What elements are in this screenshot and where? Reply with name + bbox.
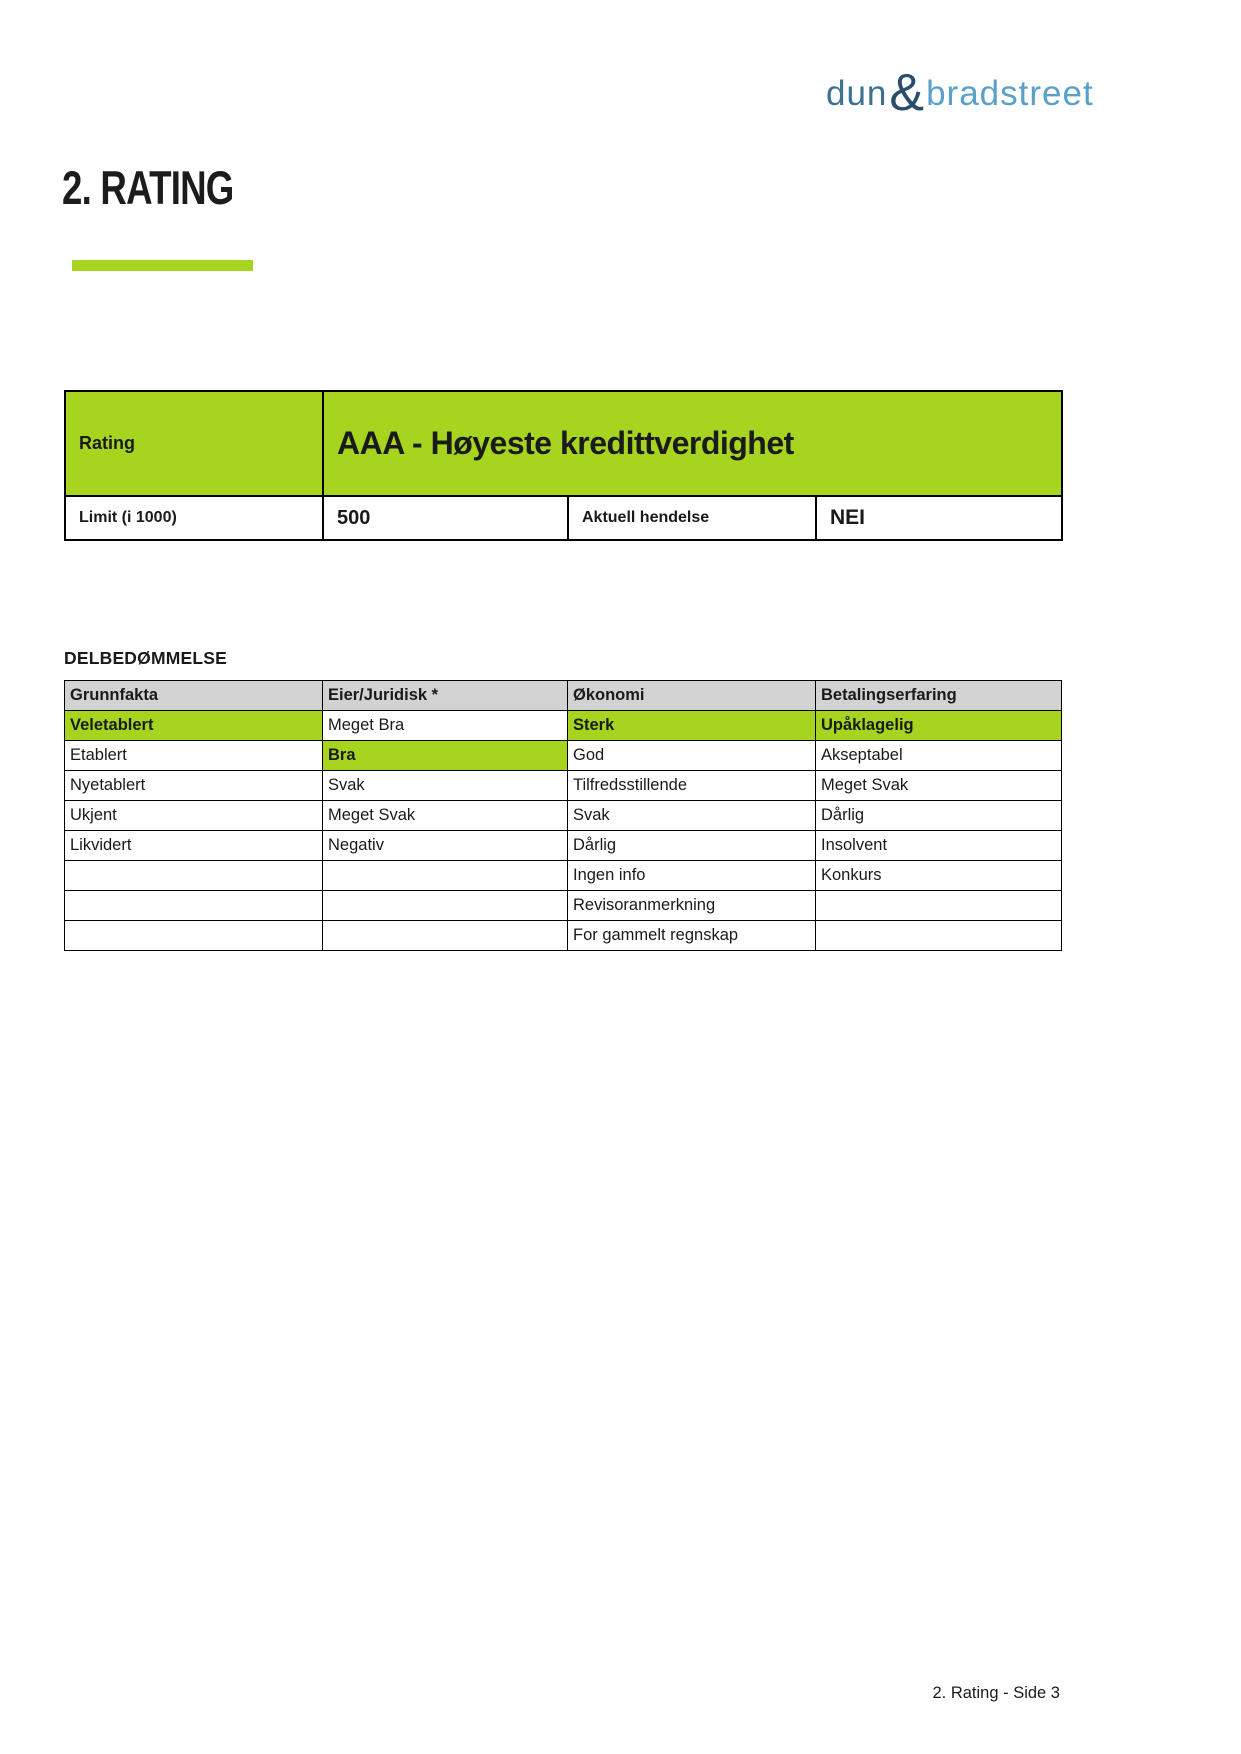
limit-label-cell: Limit (i 1000) <box>65 496 323 540</box>
delbedommelse-cell-r1-c2: Meget Bra <box>323 711 568 741</box>
delbedommelse-cell-r6-c1 <box>65 861 323 891</box>
delbedommelse-cell-r2-c2: Bra <box>323 741 568 771</box>
delbedommelse-cell-r2-c1: Etablert <box>65 741 323 771</box>
delbedommelse-row-4 <box>65 801 1062 831</box>
dun-and-bradstreet-logo: dun & bradstreet <box>826 64 1094 122</box>
event-label-cell: Aktuell hendelse <box>568 496 816 540</box>
delbedommelse-header-row <box>65 681 1062 711</box>
delbedommelse-cell-r3-c4: Meget Svak <box>816 771 1062 801</box>
delbedommelse-cell-r4-c3: Svak <box>568 801 816 831</box>
delbedommelse-row-3 <box>65 771 1062 801</box>
delbedommelse-cell-r2-c4: Akseptabel <box>816 741 1062 771</box>
delbedommelse-cell-r3-c1: Nyetablert <box>65 771 323 801</box>
delbedommelse-cell-r4-c2: Meget Svak <box>323 801 568 831</box>
delbedommelse-cell-r1-c4: Upåklagelig <box>816 711 1062 741</box>
delbedommelse-cell-r3-c3: Tilfredsstillende <box>568 771 816 801</box>
delbedommelse-cell-r7-c4 <box>816 891 1062 921</box>
delbedommelse-cell-r6-c2 <box>323 861 568 891</box>
column-header-4: Betalingserfaring <box>816 681 1062 711</box>
delbedommelse-cell-r2-c3: God <box>568 741 816 771</box>
delbedommelse-cell-r7-c2 <box>323 891 568 921</box>
delbedommelse-cell-r5-c2: Negativ <box>323 831 568 861</box>
delbedommelse-title: DELBEDØMMELSE <box>64 648 228 668</box>
delbedommelse-row-5 <box>65 831 1062 861</box>
delbedommelse-row-6 <box>65 861 1062 891</box>
delbedommelse-cell-r5-c4: Insolvent <box>816 831 1062 861</box>
delbedommelse-cell-r4-c4: Dårlig <box>816 801 1062 831</box>
delbedommelse-row-1 <box>65 711 1062 741</box>
event-value-cell: NEI <box>816 496 1062 540</box>
rating-label-cell: Rating <box>65 391 323 496</box>
delbedommelse-cell-r8-c2 <box>323 921 568 951</box>
delbedommelse-cell-r4-c1: Ukjent <box>65 801 323 831</box>
limit-value-cell: 500 <box>323 496 568 540</box>
delbedommelse-cell-r1-c3: Sterk <box>568 711 816 741</box>
page-title: 2. RATING <box>62 161 234 214</box>
delbedommelse-cell-r6-c3: Ingen info <box>568 861 816 891</box>
delbedommelse-cell-r6-c4: Konkurs <box>816 861 1062 891</box>
logo-text-bradstreet: bradstreet <box>926 74 1094 113</box>
delbedommelse-cell-r7-c3: Revisoranmerkning <box>568 891 816 921</box>
rating-value-cell: AAA - Høyeste kredittverdighet <box>323 391 1062 496</box>
rating-summary-table <box>64 390 1063 541</box>
delbedommelse-row-7 <box>65 891 1062 921</box>
logo-text-dun: dun <box>826 74 888 113</box>
column-header-1: Grunnfakta <box>65 681 323 711</box>
delbedommelse-row-8 <box>65 921 1062 951</box>
page-footer: 2. Rating - Side 3 <box>932 1684 1060 1702</box>
delbedommelse-cell-r1-c1: Veletablert <box>65 711 323 741</box>
delbedommelse-cell-r8-c1 <box>65 921 323 951</box>
delbedommelse-cell-r5-c3: Dårlig <box>568 831 816 861</box>
delbedommelse-row-2 <box>65 741 1062 771</box>
delbedommelse-cell-r5-c1: Likvidert <box>65 831 323 861</box>
column-header-2: Eier/Juridisk * <box>323 681 568 711</box>
delbedommelse-cell-r8-c3: For gammelt regnskap <box>568 921 816 951</box>
delbedommelse-cell-r3-c2: Svak <box>323 771 568 801</box>
title-accent-bar <box>72 260 253 271</box>
column-header-3: Økonomi <box>568 681 816 711</box>
delbedommelse-cell-r8-c4 <box>816 921 1062 951</box>
delbedommelse-table <box>64 680 1062 951</box>
delbedommelse-cell-r7-c1 <box>65 891 323 921</box>
